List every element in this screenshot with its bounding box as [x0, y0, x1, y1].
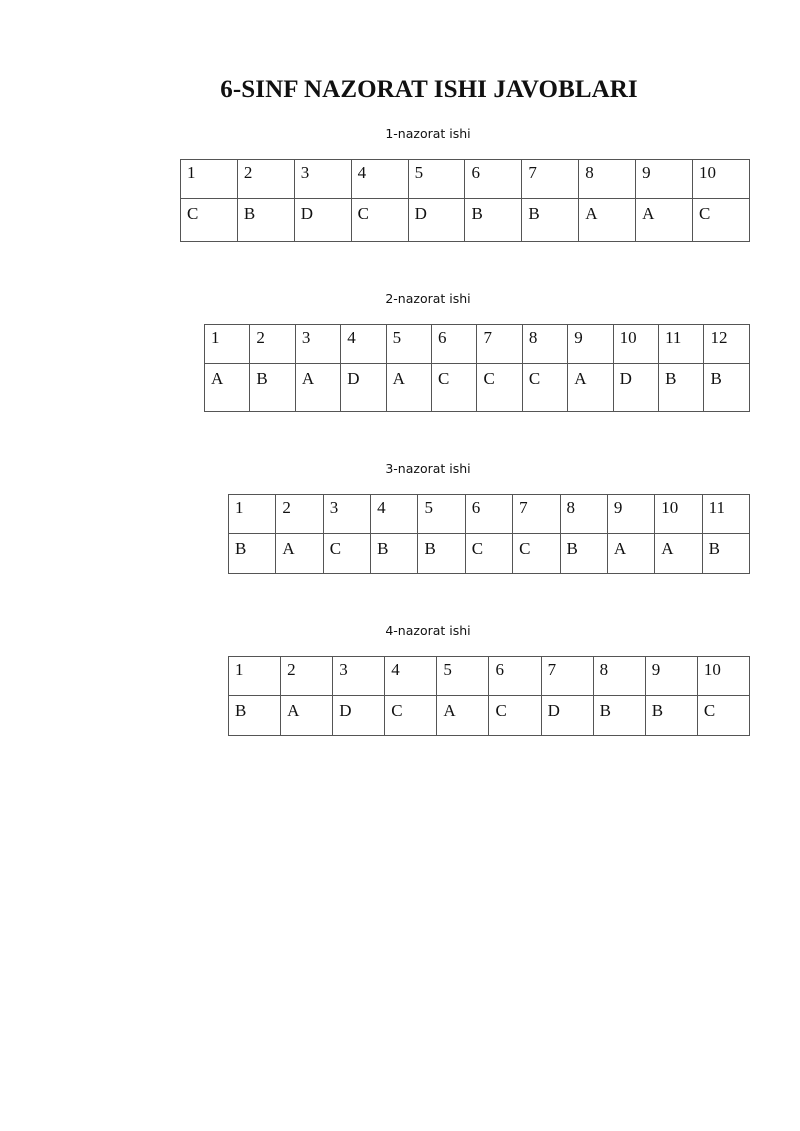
question-number-row: [181, 160, 750, 199]
answer-cell: B: [560, 534, 607, 574]
answer-cell: C: [323, 534, 370, 574]
question-number-cell: 4: [341, 325, 386, 364]
answer-table-1: [180, 159, 750, 242]
answer-cell: A: [281, 696, 333, 736]
answer-cell: A: [295, 364, 340, 412]
question-number-cell: 1: [181, 160, 238, 199]
answer-cell: C: [432, 364, 477, 412]
answer-cell: D: [408, 199, 465, 242]
question-number-cell: 10: [655, 495, 702, 534]
answer-cell: C: [697, 696, 749, 736]
question-number-cell: 1: [229, 495, 276, 534]
answer-cell: A: [607, 534, 654, 574]
question-number-cell: 3: [294, 160, 351, 199]
answer-cell: A: [579, 199, 636, 242]
question-number-cell: 2: [250, 325, 295, 364]
question-number-cell: 4: [371, 495, 418, 534]
answer-cell: C: [385, 696, 437, 736]
question-number-row: [205, 325, 750, 364]
question-number-cell: 11: [659, 325, 704, 364]
answer-cell: C: [693, 199, 750, 242]
answer-cell: A: [276, 534, 323, 574]
question-number-cell: 8: [593, 657, 645, 696]
answer-cell: A: [437, 696, 489, 736]
section-caption-2: 2-nazorat ishi: [385, 291, 471, 306]
question-number-cell: 10: [697, 657, 749, 696]
answer-row: [181, 199, 750, 242]
question-number-cell: 9: [645, 657, 697, 696]
question-number-row: [229, 495, 750, 534]
answer-cell: B: [250, 364, 295, 412]
question-number-cell: 12: [704, 325, 750, 364]
question-number-cell: 7: [477, 325, 522, 364]
question-number-cell: 10: [693, 160, 750, 199]
answer-cell: B: [418, 534, 465, 574]
question-number-cell: 2: [281, 657, 333, 696]
question-number-cell: 8: [579, 160, 636, 199]
answer-cell: B: [229, 534, 276, 574]
question-number-cell: 1: [205, 325, 250, 364]
answer-cell: C: [513, 534, 560, 574]
answer-cell: A: [655, 534, 702, 574]
question-number-cell: 9: [607, 495, 654, 534]
question-number-cell: 6: [432, 325, 477, 364]
answer-cell: B: [593, 696, 645, 736]
question-number-cell: 5: [386, 325, 431, 364]
answer-cell: B: [645, 696, 697, 736]
answer-row: [205, 364, 750, 412]
question-number-cell: 2: [237, 160, 294, 199]
answer-cell: A: [386, 364, 431, 412]
question-number-cell: 8: [522, 325, 567, 364]
question-number-cell: 4: [351, 160, 408, 199]
answer-cell: C: [489, 696, 541, 736]
answer-cell: A: [568, 364, 613, 412]
answer-cell: C: [351, 199, 408, 242]
section-caption-1: 1-nazorat ishi: [385, 126, 471, 141]
answer-cell: D: [613, 364, 658, 412]
answer-row: [229, 534, 750, 574]
question-number-cell: 4: [385, 657, 437, 696]
question-number-cell: 9: [568, 325, 613, 364]
answer-cell: B: [704, 364, 750, 412]
answer-cell: C: [465, 534, 512, 574]
question-number-cell: 6: [465, 495, 512, 534]
question-number-cell: 1: [229, 657, 281, 696]
answer-cell: A: [636, 199, 693, 242]
answer-cell: C: [522, 364, 567, 412]
question-number-row: [229, 657, 750, 696]
question-number-cell: 7: [522, 160, 579, 199]
answer-table-2: [204, 324, 750, 412]
question-number-cell: 2: [276, 495, 323, 534]
answer-cell: B: [237, 199, 294, 242]
answer-cell: B: [229, 696, 281, 736]
answer-table-3: [228, 494, 750, 574]
answer-cell: C: [477, 364, 522, 412]
question-number-cell: 10: [613, 325, 658, 364]
answer-cell: B: [465, 199, 522, 242]
answer-cell: D: [341, 364, 386, 412]
question-number-cell: 5: [408, 160, 465, 199]
answer-row: [229, 696, 750, 736]
answer-table-4: [228, 656, 750, 736]
answer-cell: A: [205, 364, 250, 412]
question-number-cell: 3: [295, 325, 340, 364]
question-number-cell: 7: [513, 495, 560, 534]
question-number-cell: 11: [702, 495, 749, 534]
answer-cell: B: [659, 364, 704, 412]
answer-cell: B: [522, 199, 579, 242]
question-number-cell: 3: [323, 495, 370, 534]
answer-cell: D: [541, 696, 593, 736]
document-title: 6-SINF NAZORAT ISHI JAVOBLARI: [220, 76, 638, 103]
question-number-cell: 6: [465, 160, 522, 199]
question-number-cell: 8: [560, 495, 607, 534]
answer-cell: D: [333, 696, 385, 736]
question-number-cell: 5: [437, 657, 489, 696]
section-caption-4: 4-nazorat ishi: [385, 623, 471, 638]
question-number-cell: 6: [489, 657, 541, 696]
answer-cell: B: [371, 534, 418, 574]
answer-cell: C: [181, 199, 238, 242]
question-number-cell: 9: [636, 160, 693, 199]
answer-cell: B: [702, 534, 749, 574]
question-number-cell: 3: [333, 657, 385, 696]
question-number-cell: 7: [541, 657, 593, 696]
question-number-cell: 5: [418, 495, 465, 534]
answer-cell: D: [294, 199, 351, 242]
section-caption-3: 3-nazorat ishi: [385, 461, 471, 476]
